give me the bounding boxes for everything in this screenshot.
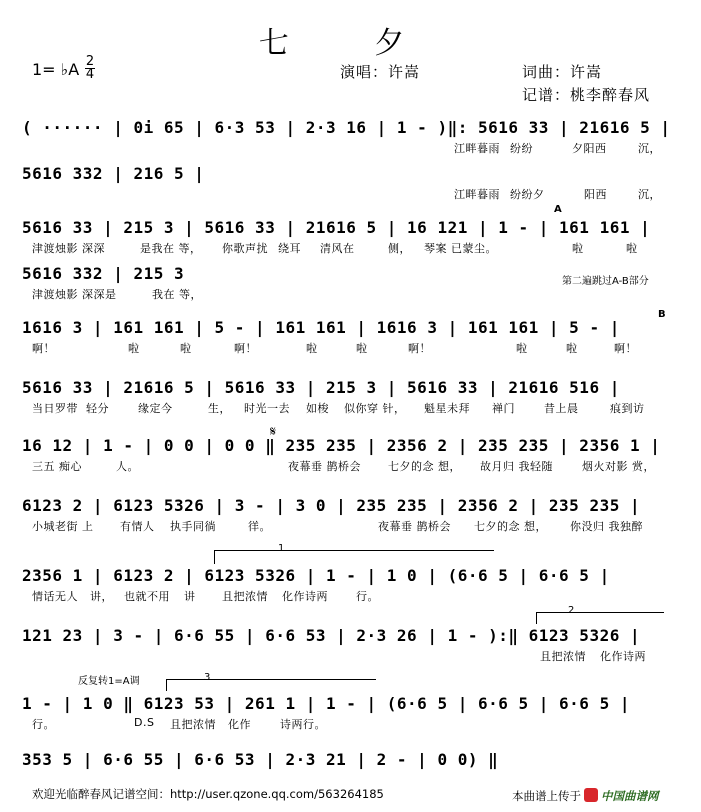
lyric-11-2: D.S [134, 716, 155, 729]
lyric-2-1: 江畔暮雨 [454, 188, 500, 201]
lyric-9-6: 化作诗两 [282, 590, 328, 603]
lyric-3-7: 侧， [388, 242, 411, 255]
lyric-5-10: 啊！ [614, 342, 637, 355]
music-line-11: 1 - | 1 0 ‖ 6123 53 | 261 1 | 1 - | (6·6 5 | 6·6 5 | 6·6 5 | [22, 694, 630, 713]
lyric-8-3: 执手同徜 [170, 520, 216, 533]
music-line-7: 16 12 | 1 - | 0 0 | 0 0 ‖ 235 235 | 2356 2 | 235 235 | 2356 1 | [22, 436, 661, 455]
volta-2-label: 2 [568, 605, 575, 616]
lyric-9-4: 讲 [184, 590, 196, 603]
volta-1-hook [214, 550, 215, 564]
time-signature-numerator: 2 [85, 54, 95, 69]
lyric-1-3: 夕阳西 [572, 142, 607, 155]
lyric-9-3: 也就不用 [124, 590, 170, 603]
composer-credit: 词曲：许嵩 [522, 63, 603, 81]
lyric-3-2: 深深 [82, 242, 105, 255]
lyric-8-6: 七夕的念 想， [474, 520, 547, 533]
lyric-11-1: 行。 [32, 718, 55, 731]
segment-b-marker: B [658, 309, 666, 320]
key-signature: 1= ♭A [32, 60, 80, 79]
music-line-2: 5616 332 | 216 5 | [22, 164, 205, 183]
lyric-5-9: 啦 [566, 342, 578, 355]
lyric-4-1: 津渡烛影 深深是 [32, 288, 117, 301]
music-line-3: 5616 33 | 215 3 | 5616 33 | 21616 5 | 16 121 | 1 - | 161 161 | [22, 218, 651, 237]
lyric-7-4: 七夕的念 想， [388, 460, 461, 473]
transcriber-credit: 记谱：桃李醉春风 [522, 86, 651, 104]
volta-2-bracket [536, 612, 664, 613]
lyric-5-7: 啊！ [408, 342, 431, 355]
lyric-9-5: 且把浓情 [222, 590, 268, 603]
lyric-6-2: 轻分 [86, 402, 109, 415]
lyric-2-4: 沉， [638, 188, 661, 201]
site-logo-text: 中国曲谱网 [601, 789, 659, 803]
lyric-7-6: 烟火对影 赏， [582, 460, 655, 473]
music-line-6: 5616 33 | 21616 5 | 5616 33 | 215 3 | 5616 33 | 21616 516 | [22, 378, 620, 397]
music-line-8: 6123 2 | 6123 5326 | 3 - | 3 0 | 235 235 | 2356 2 | 235 235 | [22, 496, 641, 515]
lyric-8-4: 徉。 [248, 520, 271, 533]
score-title: 七 夕 [258, 26, 443, 61]
lyric-11-4: 化作 [228, 718, 251, 731]
lyric-5-5: 啦 [306, 342, 318, 355]
lyric-8-7: 你没归 我独醉 [570, 520, 643, 533]
lyric-8-1: 小城老街 上 [32, 520, 94, 533]
lyric-6-8: 魁星未拜 [424, 402, 470, 415]
volta-3-bracket [166, 679, 376, 680]
lyric-6-3: 缘定今 [138, 402, 173, 415]
lyric-7-3: 夜幕垂 鹊桥会 [288, 460, 361, 473]
lyric-1-4: 沉， [638, 142, 661, 155]
lyric-1-2: 纷纷 [510, 142, 533, 155]
lyric-7-5: 故月归 我轻随 [480, 460, 553, 473]
lyric-3-6: 清风在 [320, 242, 355, 255]
lyric-6-6: 如梭 [306, 402, 329, 415]
lyric-2-2: 纷纷夕 [510, 188, 545, 201]
volta-3-hook [166, 679, 167, 691]
music-line-1: ( ······ | 0i 65 | 6·3 53 | 2·3 16 | 1 - )‖: 5616 33 | 21616 5 | [22, 118, 671, 137]
lyric-6-11: 痕到访 [610, 402, 645, 415]
lyric-6-1: 当日罗带 [32, 402, 78, 415]
volta-3-label: 3 [204, 672, 211, 683]
lyric-3-9: 啦 [572, 242, 584, 255]
lyric-5-4: 啊！ [234, 342, 257, 355]
footer-uploaded-text: 本曲谱上传于 [512, 789, 581, 803]
footer-welcome: 欢迎光临醉春风记谱空间：http://user.qzone.qq.com/563264185 [32, 787, 384, 801]
music-line-5: 1616 3 | 161 161 | 5 - | 161 161 | 1616 3 | 161 161 | 5 - | [22, 318, 620, 337]
lyric-5-3: 啦 [180, 342, 192, 355]
lyric-6-7: 似你穿 针， [344, 402, 406, 415]
lyric-3-8: 琴案 已蒙尘。 [424, 242, 497, 255]
lyric-11-5: 诗两行。 [280, 718, 326, 731]
lyric-2-3: 阳西 [584, 188, 607, 201]
music-line-4: 5616 332 | 215 3 [22, 264, 185, 283]
segno-sign: 𝄋 [270, 424, 277, 440]
volta-1-label: 1 [278, 543, 285, 554]
lyric-10-2: 化作诗两 [600, 650, 646, 663]
lyric-7-2: 人。 [116, 460, 139, 473]
lyric-9-2: 讲， [90, 590, 113, 603]
lyric-10-1: 且把浓情 [540, 650, 586, 663]
footer-uploaded [512, 788, 659, 804]
lyric-9-1: 情话无人 [32, 590, 78, 603]
lyric-8-5: 夜幕垂 鹊桥会 [378, 520, 451, 533]
lyric-9-7: 行。 [356, 590, 379, 603]
music-line-10: 121 23 | 3 - | 6·6 55 | 6·6 53 | 2·3 26 | 1 - ):‖ 6123 5326 | [22, 626, 641, 645]
lyric-11-3: 且把浓情 [170, 718, 216, 731]
lyric-3-5: 绕耳 [278, 242, 301, 255]
segment-a-marker: A [554, 204, 562, 215]
lyric-4-2: 我在 等， [152, 288, 202, 301]
lyric-5-2: 啦 [128, 342, 140, 355]
volta-1-bracket [214, 550, 494, 551]
singer-credit: 演唱：许嵩 [340, 63, 421, 81]
lyric-3-4: 你歌声扰 [222, 242, 268, 255]
lyric-6-10: 昔上晨 [544, 402, 579, 415]
lyric-5-6: 啦 [356, 342, 368, 355]
time-signature-denominator: 4 [85, 67, 95, 82]
lyric-6-9: 禅门 [492, 402, 515, 415]
lyric-5-1: 啊！ [32, 342, 55, 355]
lyric-8-2: 有情人 [120, 520, 155, 533]
transpose-note: 反复转1=A调 [78, 676, 140, 687]
lyric-5-8: 啦 [516, 342, 528, 355]
music-line-9: 2356 1 | 6123 2 | 6123 5326 | 1 - | 1 0 | (6·6 5 | 6·6 5 | [22, 566, 610, 585]
volta-2-hook [536, 612, 537, 624]
lyric-7-1: 三五 痴心 [32, 460, 82, 473]
lyric-1-1: 江畔暮雨 [454, 142, 500, 155]
lyric-6-5: 时光一去 [244, 402, 290, 415]
lyric-6-4: 生， [208, 402, 231, 415]
lyric-3-1: 津渡烛影 [32, 242, 78, 255]
music-line-12: 353 5 | 6·6 55 | 6·6 53 | 2·3 21 | 2 - | 0 0) ‖ [22, 750, 499, 769]
lyric-3-10: 啦 [626, 242, 638, 255]
site-logo-icon [584, 788, 598, 802]
time-signature [85, 56, 95, 81]
lyric-3-3: 是我在 等， [140, 242, 202, 255]
skip-note: 第二遍跳过A-B部分 [562, 276, 649, 287]
